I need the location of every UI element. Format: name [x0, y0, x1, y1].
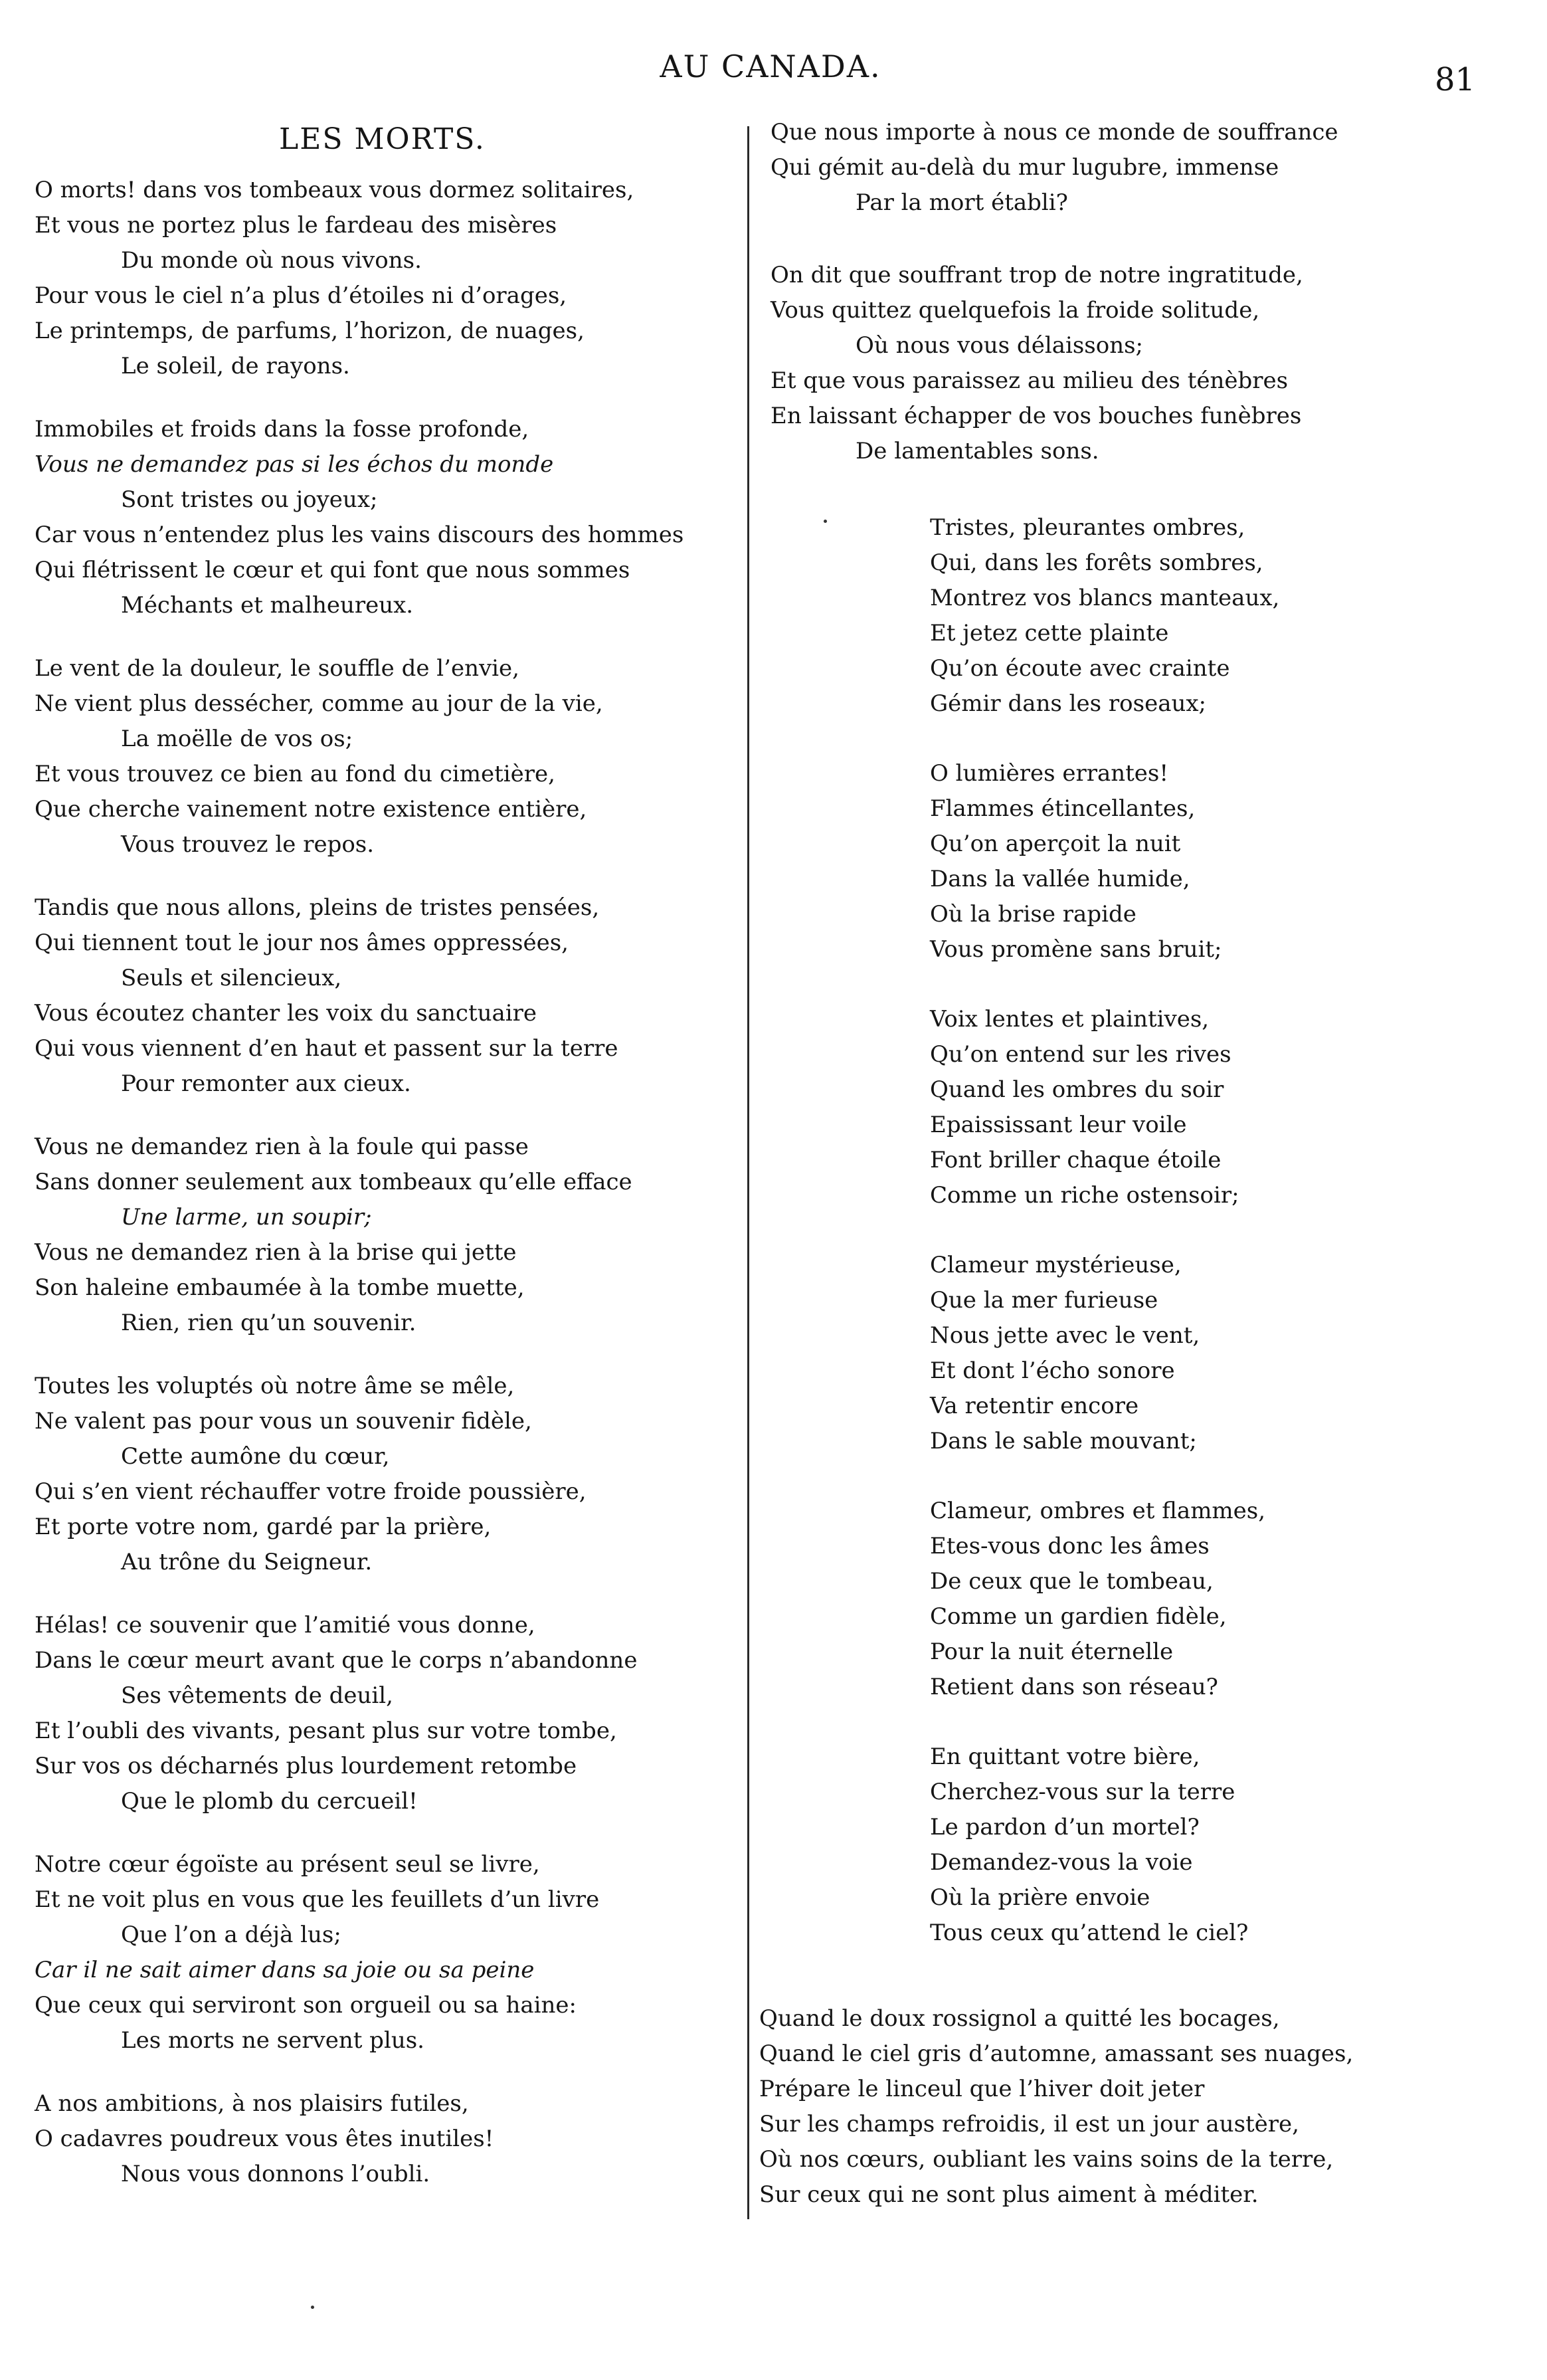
verse-line: Qui s’en vient réchauffer votre froide poussière,	[35, 1478, 587, 1505]
verse-line: Vous ne demandez rien à la brise qui jette	[35, 1239, 517, 1266]
verse-line: Pour vous le ciel n’a plus d’étoiles ni d’orages,	[35, 282, 567, 309]
verse-line: Que la mer furieuse	[930, 1287, 1158, 1314]
verse-line: Et que vous paraissez au milieu des ténèbres	[771, 367, 1289, 394]
verse-line: En quittant votre bière,	[930, 1743, 1200, 1770]
verse-line: Que l’on a déjà lus;	[121, 1922, 341, 1948]
verse-line: Le printemps, de parfums, l’horizon, de nuages,	[35, 318, 585, 344]
verse-line: Prépare le linceul que l’hiver doit jeter	[759, 2076, 1205, 2102]
verse-line: Rien, rien qu’un souvenir.	[121, 1310, 416, 1336]
verse-line: Car vous n’entendez plus les vains discours des hommes	[35, 522, 684, 548]
verse-line: Où nous vous délaissons;	[856, 332, 1144, 359]
verse-line: Font briller chaque étoile	[930, 1147, 1222, 1173]
verse-line: Gémir dans les roseaux;	[930, 690, 1206, 717]
verse-line: Demandez-vous la voie	[930, 1849, 1193, 1876]
verse-line: Vous quittez quelquefois la froide solitude,	[771, 297, 1260, 324]
verse-line: Où la brise rapide	[930, 901, 1137, 928]
verse-line: Du monde où nous vivons.	[121, 247, 422, 274]
verse-line: Clameur mystérieuse,	[930, 1252, 1182, 1278]
verse-line: Tandis que nous allons, pleins de tristes pensées,	[35, 894, 600, 921]
verse-line: Méchants et malheureux.	[121, 592, 414, 619]
verse-line: Qui, dans les forêts sombres,	[930, 549, 1263, 576]
verse-line: De lamentables sons.	[856, 438, 1099, 464]
verse-line: Le pardon d’un mortel?	[930, 1814, 1200, 1840]
verse-line: Une larme, un soupir;	[121, 1204, 372, 1231]
verse-line: Et vous ne portez plus le fardeau des misères	[35, 212, 557, 239]
verse-line: On dit que souffrant trop de notre ingratitude,	[771, 262, 1303, 288]
verse-line: Nous vous donnons l’oubli.	[121, 2161, 430, 2187]
running-title: AU CANADA.	[660, 49, 881, 84]
verse-line: Son haleine embaumée à la tombe muette,	[35, 1274, 525, 1301]
verse-line: Où nos cœurs, oubliant les vains soins de la terre,	[759, 2146, 1334, 2173]
verse-line: Comme un gardien fidèle,	[930, 1603, 1227, 1630]
verse-line: Nous jette avec le vent,	[930, 1322, 1200, 1349]
verse-line: Vous ne demandez rien à la foule qui passe	[35, 1134, 529, 1160]
verse-line: Sur les champs refroidis, il est un jour austère,	[759, 2111, 1299, 2137]
poem-title: LES MORTS.	[279, 122, 486, 156]
verse-line: Et porte votre nom, gardé par la prière,	[35, 1514, 492, 1540]
verse-line: Flammes étincellantes,	[930, 795, 1196, 822]
verse-line: Par la mort établi?	[856, 189, 1068, 216]
verse-line: Vous trouvez le repos.	[121, 831, 375, 858]
print-speck	[824, 520, 827, 523]
verse-line: En laissant échapper de vos bouches funèbres	[771, 403, 1302, 429]
verse-line: Dans le sable mouvant;	[930, 1428, 1197, 1454]
verse-line: Tous ceux qu’attend le ciel?	[930, 1920, 1249, 1946]
verse-line: Au trône du Seigneur.	[121, 1549, 373, 1575]
verse-line: Ne vient plus dessécher, comme au jour de la vie,	[35, 690, 603, 717]
column-divider	[747, 126, 749, 2219]
verse-line: La moëlle de vos os;	[121, 726, 353, 752]
verse-line: Vous promène sans bruit;	[930, 936, 1222, 963]
verse-line: Car il ne sait aimer dans sa joie ou sa peine	[35, 1957, 535, 1983]
verse-line: Le vent de la douleur, le souffle de l’envie,	[35, 655, 519, 682]
verse-line: Va retentir encore	[930, 1393, 1139, 1419]
verse-line: Sur ceux qui ne sont plus aiment à méditer.	[759, 2181, 1259, 2208]
verse-line: Vous ne demandez pas si les échos du monde	[35, 451, 554, 478]
verse-line: Montrez vos blancs manteaux,	[930, 585, 1280, 611]
verse-line: Notre cœur égoïste au présent seul se livre,	[35, 1851, 540, 1878]
verse-line: Seuls et silencieux,	[121, 965, 342, 991]
verse-line: Qui tiennent tout le jour nos âmes oppressées,	[35, 930, 569, 956]
verse-line: Et vous trouvez ce bien au fond du cimetière,	[35, 761, 555, 787]
verse-line: O cadavres poudreux vous êtes inutiles!	[35, 2126, 494, 2152]
verse-line: Ne valent pas pour vous un souvenir fidèle,	[35, 1408, 532, 1435]
verse-line: Qui flétrissent le cœur et qui font que nous sommes	[35, 557, 630, 583]
print-speck	[311, 2306, 314, 2309]
verse-line: Epaississant leur voile	[930, 1112, 1187, 1138]
verse-line: Que cherche vainement notre existence entière,	[35, 796, 587, 823]
verse-line: Qui gémit au-delà du mur lugubre, immense	[771, 154, 1279, 181]
verse-line: Vous écoutez chanter les voix du sanctuaire	[35, 1000, 537, 1027]
verse-line: Immobiles et froids dans la fosse profonde,	[35, 416, 529, 443]
verse-line: Pour remonter aux cieux.	[121, 1070, 411, 1097]
verse-line: Pour la nuit éternelle	[930, 1638, 1174, 1665]
verse-line: Le soleil, de rayons.	[121, 353, 350, 379]
verse-line: Et l’oubli des vivants, pesant plus sur votre tombe,	[35, 1718, 617, 1744]
verse-line: Que nous importe à nous ce monde de souffrance	[771, 119, 1338, 146]
verse-line: Toutes les voluptés où notre âme se mêle,	[35, 1373, 515, 1399]
verse-line: Les morts ne servent plus.	[121, 2027, 424, 2054]
verse-line: A nos ambitions, à nos plaisirs futiles,	[35, 2090, 469, 2117]
page-number: 81	[1435, 61, 1476, 98]
verse-line: Que ceux qui serviront son orgueil ou sa haine:	[35, 1992, 577, 2019]
verse-line: Qui vous viennent d’en haut et passent sur la terre	[35, 1035, 618, 1062]
verse-line: Cherchez-vous sur la terre	[930, 1779, 1235, 1805]
verse-line: Qu’on aperçoit la nuit	[930, 831, 1181, 857]
verse-line: Ses vêtements de deuil,	[121, 1682, 393, 1709]
verse-line: Qu’on entend sur les rives	[930, 1041, 1231, 1068]
verse-line: Et ne voit plus en vous que les feuillets d’un livre	[35, 1886, 600, 1913]
verse-line: Qu’on écoute avec crainte	[930, 655, 1230, 682]
verse-line: Dans le cœur meurt avant que le corps n’abandonne	[35, 1647, 638, 1674]
verse-line: Où la prière envoie	[930, 1884, 1150, 1911]
verse-line: Quand le ciel gris d’automne, amassant ses nuages,	[759, 2040, 1354, 2067]
verse-line: Sur vos os décharnés plus lourdement retombe	[35, 1753, 577, 1779]
verse-line: Sans donner seulement aux tombeaux qu’elle efface	[35, 1169, 632, 1195]
verse-line: O morts! dans vos tombeaux vous dormez solitaires,	[35, 177, 634, 203]
verse-line: Et dont l’écho sonore	[930, 1357, 1175, 1384]
verse-line: Quand le doux rossignol a quitté les bocages,	[759, 2005, 1280, 2032]
verse-line: Retient dans son réseau?	[930, 1674, 1218, 1700]
verse-line: Quand les ombres du soir	[930, 1076, 1224, 1103]
verse-line: Dans la vallée humide,	[930, 866, 1190, 892]
verse-line: Tristes, pleurantes ombres,	[930, 514, 1245, 541]
verse-line: De ceux que le tombeau,	[930, 1568, 1214, 1595]
verse-line: Etes-vous donc les âmes	[930, 1533, 1210, 1559]
verse-line: Et jetez cette plainte	[930, 620, 1169, 646]
verse-line: Voix lentes et plaintives,	[930, 1006, 1210, 1033]
verse-line: Comme un riche ostensoir;	[930, 1182, 1239, 1209]
verse-line: Sont tristes ou joyeux;	[121, 486, 378, 513]
verse-line: Que le plomb du cercueil!	[121, 1788, 418, 1815]
verse-line: O lumières errantes!	[930, 760, 1169, 787]
verse-line: Clameur, ombres et flammes,	[930, 1498, 1266, 1524]
verse-line: Cette aumône du cœur,	[121, 1443, 390, 1470]
verse-line: Hélas! ce souvenir que l’amitié vous donne,	[35, 1612, 535, 1638]
